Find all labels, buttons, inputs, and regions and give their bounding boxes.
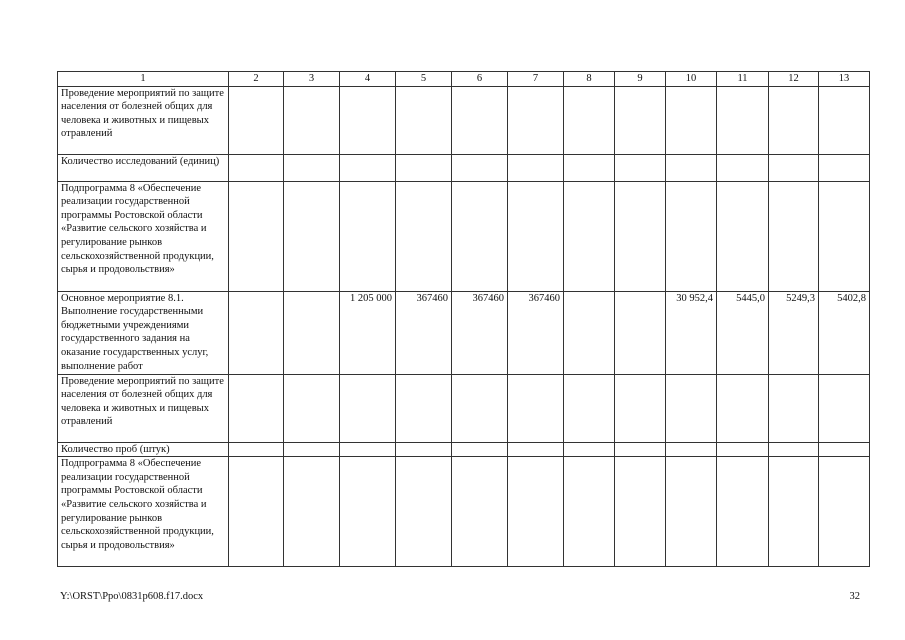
table-row bbox=[58, 154, 870, 181]
row-description-cell: Подпрограмма 8 «Обеспечение реализации государственной программы Ростовской области «Развитие сельского хозяйства и регулирование рынков сельскохозяйственной продукции, сырья и продовольствия» bbox=[58, 457, 229, 567]
value-cell bbox=[452, 154, 508, 181]
value-cell bbox=[396, 442, 452, 457]
value-cell bbox=[508, 442, 564, 457]
value-cell bbox=[229, 86, 284, 154]
value-cell bbox=[452, 374, 508, 442]
row-description-cell: Количество исследований (единиц) bbox=[58, 154, 229, 181]
table-row bbox=[58, 442, 870, 457]
value-cell bbox=[284, 374, 340, 442]
value-cell bbox=[229, 154, 284, 181]
table-row bbox=[58, 457, 870, 567]
value-cell bbox=[819, 374, 870, 442]
column-header: 4 bbox=[340, 72, 396, 87]
row-description-cell: Подпрограмма 8 «Обеспечение реализации государственной программы Ростовской области «Развитие сельского хозяйства и регулирование рынков сельскохозяйственной продукции, сырья и продовольствия» bbox=[58, 181, 229, 291]
column-header: 7 bbox=[508, 72, 564, 87]
column-header: 8 bbox=[564, 72, 615, 87]
value-cell bbox=[229, 457, 284, 567]
value-cell bbox=[717, 457, 769, 567]
table-row bbox=[58, 86, 870, 154]
value-cell: 367460 bbox=[508, 291, 564, 374]
table-row bbox=[58, 181, 870, 291]
value-cell bbox=[340, 154, 396, 181]
value-cell bbox=[396, 86, 452, 154]
value-cell bbox=[340, 181, 396, 291]
value-cell bbox=[564, 291, 615, 374]
table-row bbox=[58, 291, 870, 374]
value-cell: 30 952,4 bbox=[666, 291, 717, 374]
value-cell: 367460 bbox=[396, 291, 452, 374]
value-cell bbox=[508, 86, 564, 154]
value-cell bbox=[819, 457, 870, 567]
value-cell: 5402,8 bbox=[819, 291, 870, 374]
value-cell bbox=[615, 86, 666, 154]
value-cell bbox=[666, 442, 717, 457]
value-cell bbox=[717, 442, 769, 457]
column-header: 13 bbox=[819, 72, 870, 87]
value-cell bbox=[717, 154, 769, 181]
value-cell bbox=[396, 154, 452, 181]
value-cell bbox=[340, 442, 396, 457]
row-description-cell: Основное мероприятие 8.1. Выполнение государственными бюджетными учреждениями государственного задания на оказание государственных услуг, выполнение работ bbox=[58, 291, 229, 374]
value-cell bbox=[717, 374, 769, 442]
value-cell bbox=[452, 86, 508, 154]
value-cell bbox=[508, 154, 564, 181]
value-cell bbox=[564, 457, 615, 567]
value-cell bbox=[615, 457, 666, 567]
value-cell bbox=[396, 181, 452, 291]
column-header: 9 bbox=[615, 72, 666, 87]
value-cell bbox=[340, 374, 396, 442]
value-cell bbox=[340, 457, 396, 567]
value-cell bbox=[769, 374, 819, 442]
value-cell bbox=[769, 442, 819, 457]
value-cell bbox=[615, 181, 666, 291]
value-cell bbox=[508, 457, 564, 567]
value-cell bbox=[396, 457, 452, 567]
value-cell bbox=[452, 442, 508, 457]
value-cell bbox=[564, 374, 615, 442]
header-row bbox=[58, 72, 870, 87]
value-cell bbox=[666, 86, 717, 154]
value-cell bbox=[615, 374, 666, 442]
value-cell bbox=[666, 181, 717, 291]
value-cell bbox=[284, 457, 340, 567]
value-cell bbox=[666, 457, 717, 567]
value-cell bbox=[229, 374, 284, 442]
value-cell bbox=[284, 86, 340, 154]
value-cell bbox=[508, 181, 564, 291]
value-cell bbox=[717, 181, 769, 291]
value-cell bbox=[819, 442, 870, 457]
value-cell: 5445,0 bbox=[717, 291, 769, 374]
page-number: 32 bbox=[849, 591, 860, 602]
value-cell bbox=[229, 291, 284, 374]
column-header: 12 bbox=[769, 72, 819, 87]
column-header: 3 bbox=[284, 72, 340, 87]
column-header: 5 bbox=[396, 72, 452, 87]
value-cell: 1 205 000 bbox=[340, 291, 396, 374]
value-cell bbox=[819, 181, 870, 291]
row-description-cell: Проведение мероприятий по защите населения от болезней общих для человека и животных и пищевых отравлений bbox=[58, 86, 229, 154]
value-cell bbox=[666, 154, 717, 181]
value-cell bbox=[819, 86, 870, 154]
value-cell bbox=[615, 442, 666, 457]
column-header: 10 bbox=[666, 72, 717, 87]
value-cell bbox=[615, 291, 666, 374]
value-cell bbox=[564, 154, 615, 181]
value-cell bbox=[452, 181, 508, 291]
value-cell: 5249,3 bbox=[769, 291, 819, 374]
value-cell bbox=[564, 442, 615, 457]
table-row bbox=[58, 374, 870, 442]
value-cell bbox=[229, 442, 284, 457]
value-cell bbox=[396, 374, 452, 442]
value-cell bbox=[564, 181, 615, 291]
value-cell bbox=[284, 181, 340, 291]
value-cell bbox=[615, 154, 666, 181]
column-header: 1 bbox=[58, 72, 229, 87]
value-cell bbox=[284, 291, 340, 374]
value-cell bbox=[284, 442, 340, 457]
column-header: 6 bbox=[452, 72, 508, 87]
value-cell bbox=[666, 374, 717, 442]
value-cell bbox=[769, 86, 819, 154]
value-cell bbox=[229, 181, 284, 291]
row-description-cell: Проведение мероприятий по защите населения от болезней общих для человека и животных и пищевых отравлений bbox=[58, 374, 229, 442]
column-header: 11 bbox=[717, 72, 769, 87]
value-cell bbox=[717, 86, 769, 154]
value-cell: 367460 bbox=[452, 291, 508, 374]
value-cell bbox=[564, 86, 615, 154]
value-cell bbox=[769, 181, 819, 291]
value-cell bbox=[340, 86, 396, 154]
value-cell bbox=[452, 457, 508, 567]
row-description-cell: Количество проб (штук) bbox=[58, 442, 229, 457]
footer-file-path: Y:\ORST\Ppo\0831p608.f17.docx bbox=[60, 591, 204, 602]
value-cell bbox=[508, 374, 564, 442]
value-cell bbox=[819, 154, 870, 181]
column-header: 2 bbox=[229, 72, 284, 87]
value-cell bbox=[284, 154, 340, 181]
value-cell bbox=[769, 154, 819, 181]
value-cell bbox=[769, 457, 819, 567]
data-table bbox=[57, 71, 870, 567]
